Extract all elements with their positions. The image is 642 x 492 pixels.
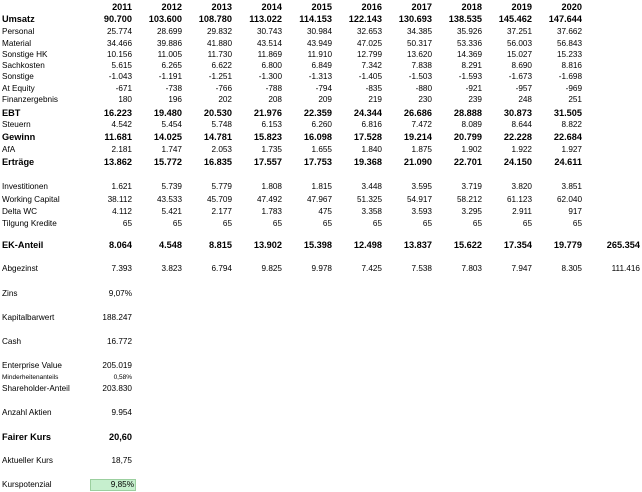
- value-cell: 24.611: [554, 157, 582, 167]
- value-cell: 65: [322, 219, 332, 228]
- row-label: Delta WC: [2, 207, 38, 216]
- value-cell: 3.719: [461, 182, 482, 191]
- value-cell: 56.003: [506, 39, 532, 48]
- value-cell: -794: [315, 84, 332, 93]
- value-cell: 15.233: [556, 50, 582, 59]
- value-cell: 65: [422, 219, 432, 228]
- value-cell: 19.779: [553, 240, 582, 250]
- value-cell: 196: [168, 95, 182, 104]
- value-cell: 3.851: [561, 182, 582, 191]
- value-cell: 6.816: [361, 120, 382, 129]
- row-label: Abgezinst: [2, 264, 38, 273]
- value-cell: 917: [568, 207, 582, 216]
- value-cell: 17.528: [353, 132, 382, 142]
- value-cell: 28.699: [156, 27, 182, 36]
- value-cell: -1.251: [208, 72, 232, 81]
- value-cell: 53.336: [456, 39, 482, 48]
- value-cell: 26.686: [403, 108, 432, 118]
- value-cell: 19.214: [403, 132, 432, 142]
- value-cell: 5.748: [211, 120, 232, 129]
- value-cell: 28.888: [453, 108, 482, 118]
- summary-label: Fairer Kurs: [2, 432, 52, 442]
- value-cell: 14.369: [456, 50, 482, 59]
- value-cell: 34.385: [406, 27, 432, 36]
- summary-value: 203.830: [102, 384, 132, 393]
- value-cell: 7.472: [411, 120, 432, 129]
- value-cell: 6.265: [161, 61, 182, 70]
- value-cell: 1.808: [261, 182, 282, 191]
- value-cell: 475: [318, 207, 332, 216]
- value-cell: 8.644: [511, 120, 532, 129]
- value-cell: 113.022: [249, 14, 282, 24]
- value-cell: 41.880: [206, 39, 232, 48]
- value-cell: 13.837: [403, 240, 432, 250]
- value-cell: 62.040: [556, 195, 582, 204]
- value-cell: 65: [122, 219, 132, 228]
- value-cell: 8.089: [461, 120, 482, 129]
- value-cell: 34.466: [106, 39, 132, 48]
- value-cell: 3.448: [361, 182, 382, 191]
- value-cell: 1.783: [261, 207, 282, 216]
- value-cell: 43.514: [256, 39, 282, 48]
- value-cell: 19.368: [353, 157, 382, 167]
- row-label: Material: [2, 39, 32, 48]
- value-cell: 11.730: [207, 50, 232, 59]
- value-cell: -969: [565, 84, 582, 93]
- summary-value: 16.772: [106, 337, 132, 346]
- value-cell: 3.358: [361, 207, 382, 216]
- value-cell: 12.498: [353, 240, 382, 250]
- summary-value: 205.019: [102, 361, 132, 370]
- value-cell: 103.600: [148, 14, 182, 24]
- value-cell: 56.843: [556, 39, 582, 48]
- value-cell: 47.492: [256, 195, 282, 204]
- summary-value: 9,85%: [90, 479, 136, 491]
- summary-value: 20,60: [109, 432, 132, 442]
- value-cell: 21.090: [403, 157, 432, 167]
- value-cell: 16.223: [103, 108, 132, 118]
- row-label: Sonstige HK: [2, 50, 48, 59]
- value-cell: 1.922: [511, 145, 532, 154]
- value-cell: 30.984: [306, 27, 332, 36]
- row-label: Steuern: [2, 120, 31, 129]
- value-cell: 6.153: [261, 120, 282, 129]
- value-cell: 11.681: [104, 132, 132, 142]
- value-cell: 54.917: [406, 195, 432, 204]
- value-cell: 25.774: [106, 27, 132, 36]
- value-cell: 15.027: [506, 50, 532, 59]
- value-cell: 5.421: [161, 207, 182, 216]
- row-label: Erträge: [2, 157, 35, 167]
- summary-label: Shareholder-Anteil: [2, 384, 70, 393]
- year-header: 2018: [461, 2, 482, 12]
- summary-value: 188.247: [102, 313, 132, 322]
- value-cell: -957: [515, 84, 532, 93]
- value-cell: 65: [572, 219, 582, 228]
- value-cell: 1.815: [311, 182, 332, 191]
- value-cell: 209: [318, 95, 332, 104]
- value-cell: 251: [568, 95, 582, 104]
- value-cell: 5.454: [161, 120, 182, 129]
- value-cell: 43.949: [306, 39, 332, 48]
- value-cell: 30.743: [256, 27, 282, 36]
- year-header: 2020: [561, 2, 582, 12]
- value-cell: 16.098: [303, 132, 332, 142]
- value-cell: 7.538: [411, 264, 432, 273]
- value-cell: 8.822: [561, 120, 582, 129]
- value-cell: 15.398: [303, 240, 332, 250]
- value-cell: 13.620: [406, 50, 432, 59]
- value-cell: 3.820: [511, 182, 532, 191]
- row-label: At Equity: [2, 84, 35, 93]
- value-cell: 20.799: [453, 132, 482, 142]
- value-cell: 24.344: [353, 108, 382, 118]
- value-cell: -1.043: [108, 72, 132, 81]
- value-cell: -1.698: [558, 72, 582, 81]
- value-cell: 7.393: [111, 264, 132, 273]
- value-cell: 14.781: [203, 132, 232, 142]
- summary-label: Cash: [2, 337, 22, 346]
- value-cell: 30.873: [503, 108, 532, 118]
- value-cell: 7.425: [361, 264, 382, 273]
- value-cell: -835: [365, 84, 382, 93]
- value-cell: 6.800: [261, 61, 282, 70]
- value-cell: 180: [118, 95, 132, 104]
- value-cell: 35.926: [456, 27, 482, 36]
- summary-label: Anzahl Aktien: [2, 408, 52, 417]
- value-cell: 31.505: [553, 108, 582, 118]
- summary-label: Zins: [2, 289, 18, 298]
- row-label: Working Capital: [2, 195, 60, 204]
- value-cell: -1.191: [158, 72, 182, 81]
- summary-value: 18,75: [111, 456, 132, 465]
- value-cell: 145.462: [498, 14, 532, 24]
- row-label: EK-Anteil: [2, 240, 44, 250]
- value-cell: 1.875: [411, 145, 432, 154]
- year-header: 2014: [261, 2, 282, 12]
- value-cell: 1.927: [561, 145, 582, 154]
- value-cell: 13.902: [253, 240, 282, 250]
- value-cell: 4.542: [111, 120, 132, 129]
- summary-label: Kurspotenzial: [2, 480, 52, 489]
- value-cell: 21.976: [253, 108, 282, 118]
- value-cell: 248: [518, 95, 532, 104]
- summary-value: 9,07%: [108, 289, 132, 298]
- value-cell: -738: [165, 84, 182, 93]
- year-header: 2011: [112, 2, 132, 12]
- value-cell: 9.978: [311, 264, 332, 273]
- value-cell: 11.869: [257, 50, 282, 59]
- row-label: Tilgung Kredite: [2, 219, 57, 228]
- year-header: 2016: [361, 2, 382, 12]
- value-cell: 19.480: [153, 108, 182, 118]
- value-cell: 1.902: [461, 145, 482, 154]
- value-cell: 61.123: [506, 195, 532, 204]
- value-cell: 6.794: [211, 264, 232, 273]
- value-cell: 14.025: [153, 132, 182, 142]
- value-cell: 219: [368, 95, 382, 104]
- value-cell: 15.772: [153, 157, 182, 167]
- value-cell: 3.595: [411, 182, 432, 191]
- summary-label: Enterprise Value: [2, 361, 62, 370]
- value-cell: 2.053: [211, 145, 232, 154]
- value-cell: 22.359: [303, 108, 332, 118]
- value-cell: 8.305: [561, 264, 582, 273]
- row-label: Gewinn: [2, 132, 36, 142]
- value-cell: 7.947: [511, 264, 532, 273]
- value-cell: -671: [115, 84, 132, 93]
- row-label: EBT: [2, 108, 21, 118]
- value-cell: 38.112: [107, 195, 132, 204]
- value-cell: 17.557: [253, 157, 282, 167]
- value-cell: 65: [472, 219, 482, 228]
- row-label: Umsatz: [2, 14, 35, 24]
- row-label: Sonstige: [2, 72, 34, 81]
- value-cell: 1.840: [361, 145, 382, 154]
- value-cell: 20.530: [203, 108, 232, 118]
- row-label: Finanzergebnis: [2, 95, 58, 104]
- value-cell: 65: [522, 219, 532, 228]
- value-cell: 6.849: [311, 61, 332, 70]
- value-cell: -1.300: [258, 72, 282, 81]
- value-cell: -1.313: [308, 72, 332, 81]
- total-cell: 111.416: [611, 264, 640, 273]
- value-cell: 6.260: [311, 120, 332, 129]
- value-cell: -880: [415, 84, 432, 93]
- value-cell: 7.838: [411, 61, 432, 70]
- value-cell: 51.325: [356, 195, 382, 204]
- value-cell: 65: [272, 219, 282, 228]
- value-cell: 8.816: [561, 61, 582, 70]
- value-cell: 1.655: [311, 145, 332, 154]
- summary-label: Kapitalbarwert: [2, 313, 55, 322]
- value-cell: 45.709: [206, 195, 232, 204]
- value-cell: 4.548: [159, 240, 182, 250]
- value-cell: 130.693: [398, 14, 432, 24]
- value-cell: 10.156: [106, 50, 132, 59]
- value-cell: 5.779: [211, 182, 232, 191]
- value-cell: 90.700: [103, 14, 132, 24]
- value-cell: 65: [172, 219, 182, 228]
- value-cell: -1.673: [508, 72, 532, 81]
- year-header: 2013: [211, 2, 232, 12]
- value-cell: 8.815: [209, 240, 232, 250]
- value-cell: 22.228: [503, 132, 532, 142]
- value-cell: 47.025: [356, 39, 382, 48]
- value-cell: 22.684: [553, 132, 582, 142]
- value-cell: -1.405: [358, 72, 382, 81]
- value-cell: 2.911: [512, 207, 532, 216]
- value-cell: 3.593: [411, 207, 432, 216]
- value-cell: 5.739: [161, 182, 182, 191]
- value-cell: 22.701: [453, 157, 482, 167]
- value-cell: 11.005: [157, 50, 182, 59]
- value-cell: -1.593: [458, 72, 482, 81]
- value-cell: 13.862: [103, 157, 132, 167]
- value-cell: 47.967: [306, 195, 332, 204]
- value-cell: -766: [215, 84, 232, 93]
- value-cell: 1.747: [161, 145, 182, 154]
- value-cell: 12.799: [356, 50, 382, 59]
- value-cell: -788: [265, 84, 282, 93]
- value-cell: 17.753: [303, 157, 332, 167]
- value-cell: 230: [418, 95, 432, 104]
- summary-value: 9.954: [111, 408, 132, 417]
- value-cell: 58.212: [456, 195, 482, 204]
- summary-value: 0,58%: [113, 374, 132, 381]
- summary-label: Aktueller Kurs: [2, 456, 53, 465]
- value-cell: 6.622: [211, 61, 232, 70]
- value-cell: 65: [372, 219, 382, 228]
- value-cell: 16.835: [203, 157, 232, 167]
- value-cell: 65: [222, 219, 232, 228]
- value-cell: 3.823: [161, 264, 182, 273]
- row-label: AfA: [2, 145, 16, 154]
- value-cell: 1.735: [261, 145, 282, 154]
- value-cell: 208: [268, 95, 282, 104]
- value-cell: 15.622: [453, 240, 482, 250]
- value-cell: 39.886: [156, 39, 182, 48]
- value-cell: -1.503: [408, 72, 432, 81]
- value-cell: 147.644: [548, 14, 582, 24]
- value-cell: 7.803: [461, 264, 482, 273]
- value-cell: 8.064: [109, 240, 132, 250]
- value-cell: 5.615: [111, 61, 132, 70]
- year-header: 2017: [411, 2, 432, 12]
- value-cell: 8.291: [461, 61, 482, 70]
- value-cell: 11.910: [307, 50, 332, 59]
- row-label: Sachkosten: [2, 61, 45, 70]
- value-cell: 15.823: [253, 132, 282, 142]
- value-cell: 7.342: [361, 61, 382, 70]
- row-label: Investitionen: [2, 182, 48, 191]
- value-cell: 1.621: [111, 182, 132, 191]
- value-cell: -921: [465, 84, 482, 93]
- value-cell: 239: [468, 95, 482, 104]
- value-cell: 122.143: [348, 14, 382, 24]
- value-cell: 17.354: [503, 240, 532, 250]
- year-header: 2015: [311, 2, 332, 12]
- value-cell: 9.825: [261, 264, 282, 273]
- value-cell: 29.832: [206, 27, 232, 36]
- value-cell: 37.662: [556, 27, 582, 36]
- value-cell: 3.295: [461, 207, 482, 216]
- row-label: Personal: [2, 27, 35, 36]
- value-cell: 50.317: [406, 39, 432, 48]
- summary-label: Minderheitenanteils: [2, 374, 59, 381]
- value-cell: 2.181: [111, 145, 132, 154]
- value-cell: 8.690: [511, 61, 532, 70]
- year-header: 2019: [511, 2, 532, 12]
- value-cell: 32.653: [356, 27, 382, 36]
- value-cell: 114.153: [299, 14, 332, 24]
- value-cell: 43.533: [156, 195, 182, 204]
- value-cell: 37.251: [506, 27, 532, 36]
- year-header: 2012: [161, 2, 182, 12]
- value-cell: 138.535: [448, 14, 482, 24]
- value-cell: 4.112: [112, 207, 132, 216]
- value-cell: 108.780: [198, 14, 232, 24]
- value-cell: 202: [218, 95, 232, 104]
- value-cell: 24.150: [503, 157, 532, 167]
- total-cell: 265.354: [606, 240, 640, 250]
- value-cell: 2.177: [211, 207, 232, 216]
